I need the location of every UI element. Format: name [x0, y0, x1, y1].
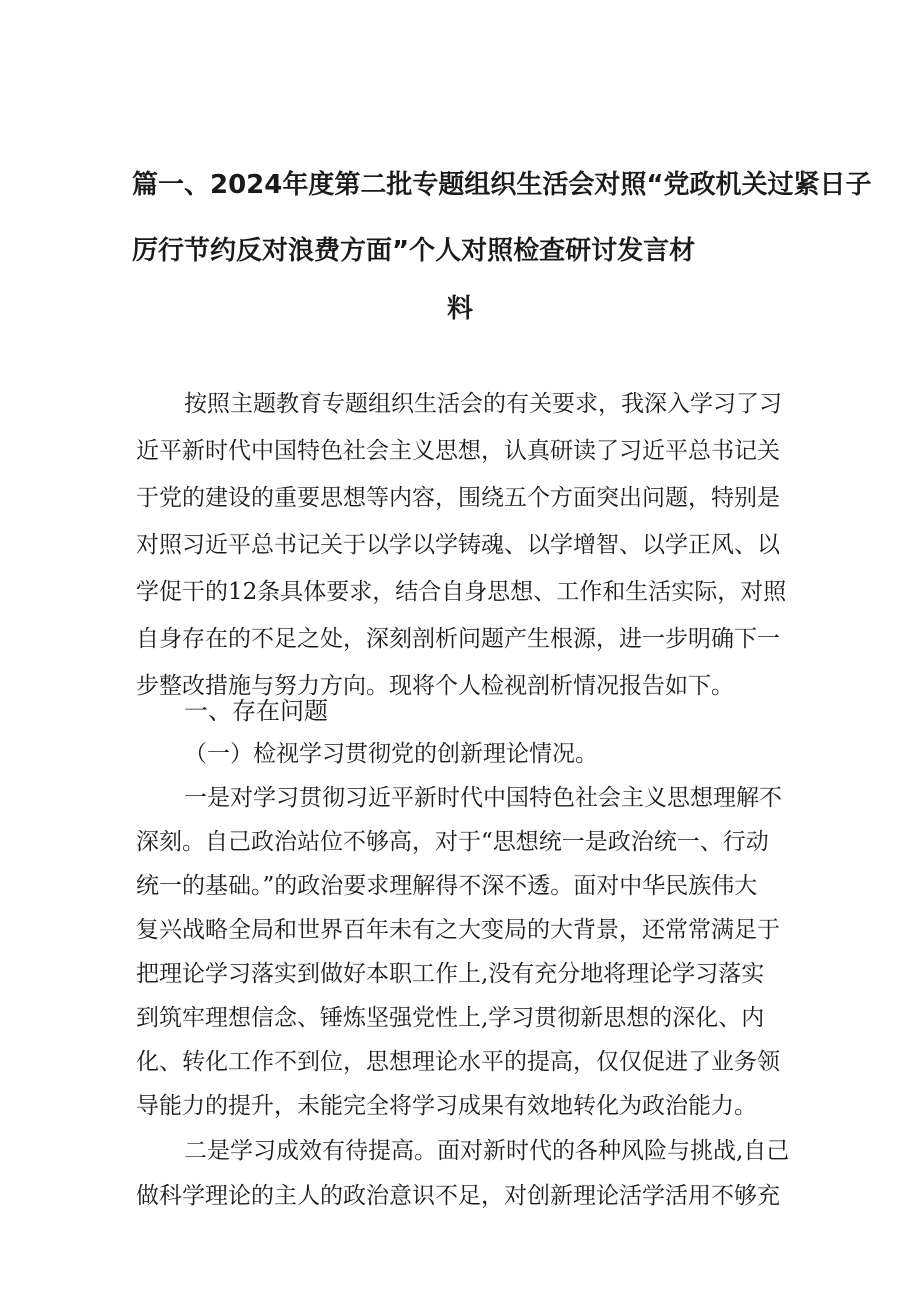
intro-line: 对照习近平总书记关于以学以学铸魂、以学增智、以学正风、以: [136, 532, 780, 558]
document-title-line-2: 厉行节约反对浪费方面”个人对照检查研讨发言材: [132, 236, 696, 266]
sub-heading: （一）检视学习贯彻党的创新理论情况。: [184, 741, 598, 767]
intro-line: 学促干的12条具体要求，结合自身思想、工作和生活实际，对照: [136, 579, 787, 605]
paragraph-line: 化、转化工作不到位，思想理论水平的提高，仅仅促进了业务领: [136, 1049, 780, 1075]
intro-line: 于党的建设的重要思想等内容，围绕五个方面突出问题，特别是: [136, 485, 780, 511]
paragraph-line: 导能力的提升，未能完全将学习成果有效地转化为政治能力。: [136, 1093, 757, 1119]
intro-line: 自身存在的不足之处，深刻剖析问题产生根源，进一步明确下一: [136, 626, 780, 652]
paragraph-line: 复兴战略全局和世界百年未有之大变局的大背景，还常常满足于: [136, 917, 780, 943]
section-heading: 一、存在问题: [184, 697, 328, 725]
document-title-line-3: 料: [446, 294, 473, 324]
intro-line: 步整改措施与努力方向。现将个人检视剖析情况报告如下。: [136, 673, 734, 699]
document-title-line-1: 篇一、2024年度第二批专题组织生活会对照“党政机关过紧日子: [132, 170, 872, 200]
intro-line: 按照主题教育专题组织生活会的有关要求，我深入学习了习: [184, 391, 782, 417]
paragraph-line: 深刻。自己政治站位不够高，对于“思想统一是政治统一、行动: [136, 829, 769, 855]
paragraph-line: 统一的基础。”的政治要求理解得不深不透。面对中华民族伟大: [136, 873, 758, 899]
intro-line: 近平新时代中国特色社会主义思想，认真研读了习近平总书记关: [136, 438, 780, 464]
paragraph-line: 一是对学习贯彻习近平新时代中国特色社会主义思想理解不: [184, 785, 782, 811]
paragraph-line: 做科学理论的主人的政治意识不足，对创新理论活学活用不够充: [136, 1183, 780, 1209]
paragraph-line: 到筑牢理想信念、锤炼坚强党性上,学习贯彻新思想的深化、内: [136, 1005, 765, 1031]
paragraph-line: 二是学习成效有待提高。面对新时代的各种风险与挑战,自己: [184, 1138, 790, 1164]
paragraph-line: 把理论学习落实到做好本职工作上,没有充分地将理论学习落实: [136, 961, 765, 987]
